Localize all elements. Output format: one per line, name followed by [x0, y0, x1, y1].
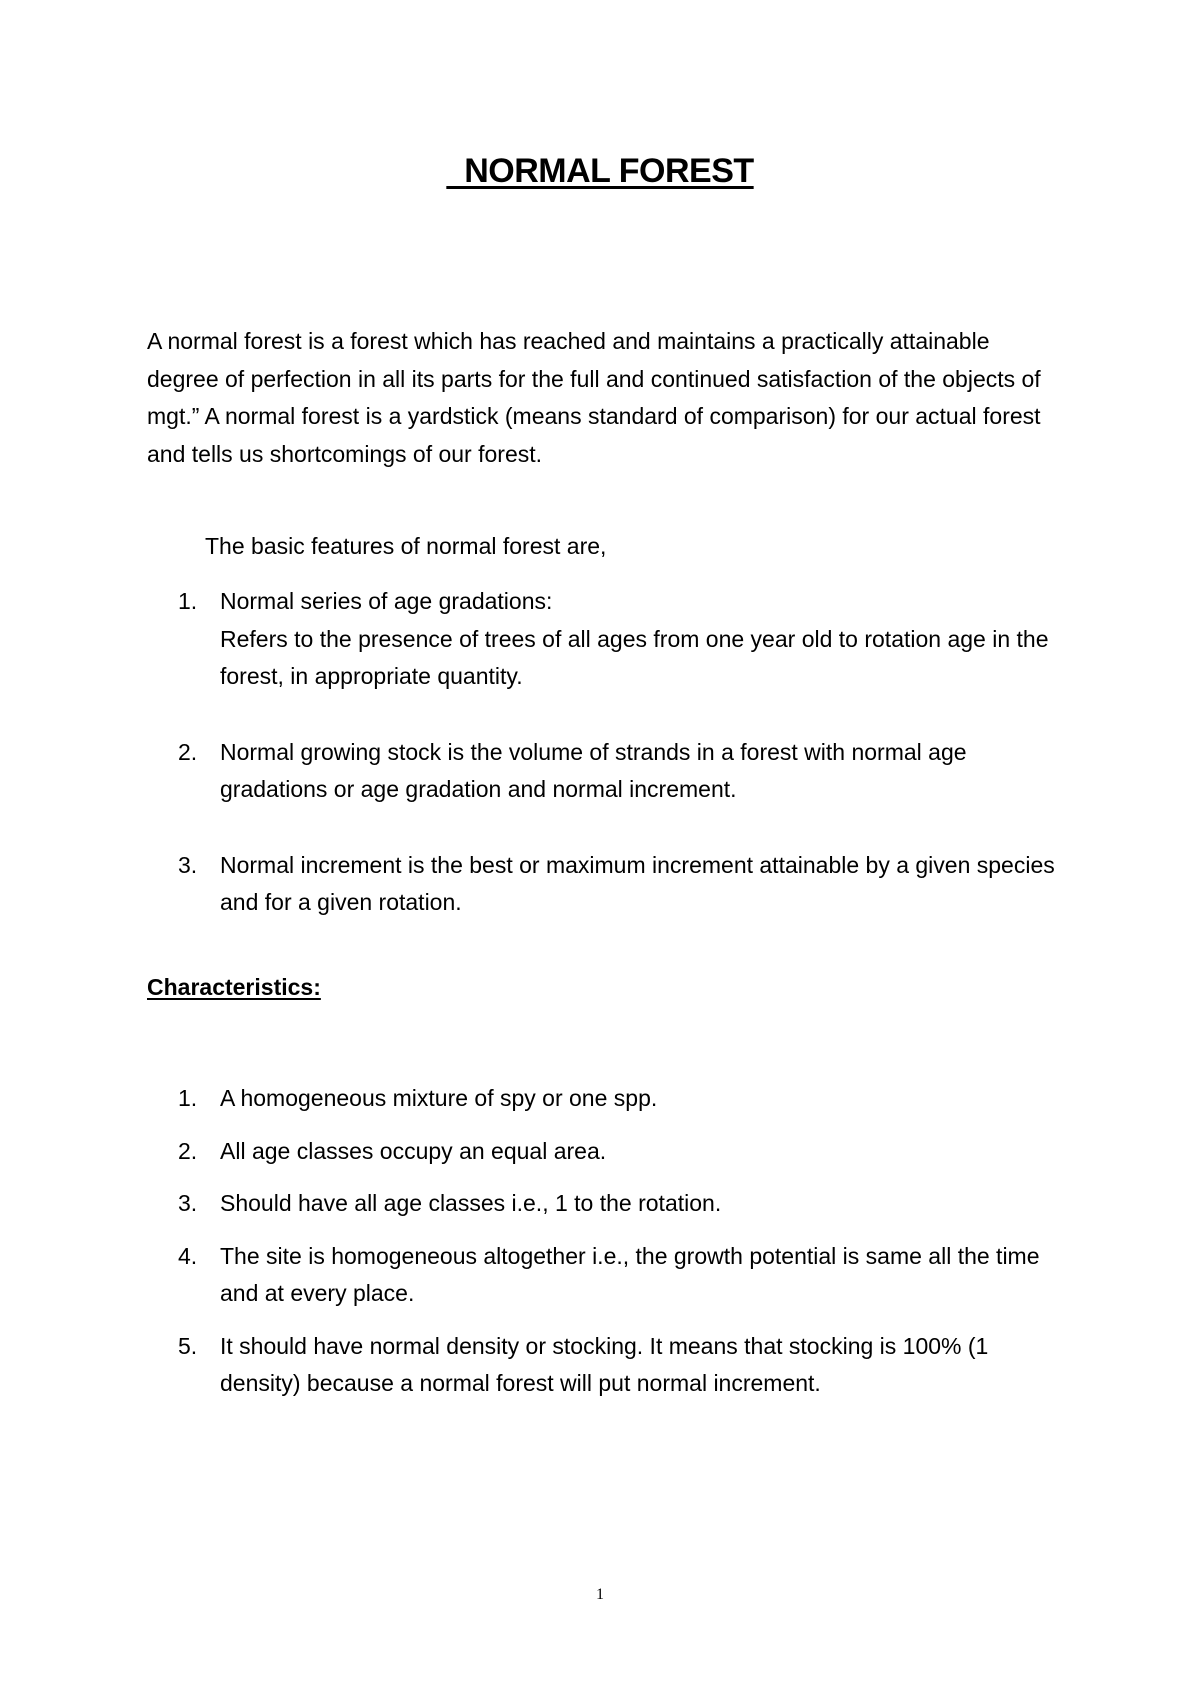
- list-number: 3.: [178, 851, 198, 878]
- characteristics-list: [147, 1080, 1067, 1418]
- list-item: [147, 847, 1067, 922]
- feature-text: Refers to the presence of trees of all ages from one year old to rotation age in the forest, in appropriate quantity.: [220, 625, 1049, 689]
- list-number: 1.: [178, 588, 198, 614]
- characteristic-text: All age classes occupy an equal area.: [220, 1137, 607, 1164]
- list-number: 4.: [178, 1242, 198, 1269]
- characteristic-text: A homogeneous mixture of spy or one spp.: [220, 1085, 658, 1111]
- page-number: 1: [596, 1586, 604, 1603]
- list-number: 1.: [178, 1085, 198, 1111]
- characteristic-text: Should have all age classes i.e., 1 to the rotation.: [220, 1190, 722, 1216]
- list-number: 3.: [178, 1190, 198, 1216]
- feature-text: Normal growing stock is the volume of strands in a forest with normal age gradations or age gradation and normal increment.: [220, 738, 967, 802]
- characteristics-heading: Characteristics:: [147, 974, 321, 1000]
- list-number: 2.: [178, 1137, 198, 1164]
- list-item: [147, 1133, 1067, 1171]
- list-item: [147, 1080, 1067, 1118]
- features-list: [147, 583, 1067, 960]
- characteristic-text: It should have normal density or stocking. It means that stocking is 100% (1 density) because a normal forest will put normal increment.: [220, 1332, 989, 1396]
- list-item: [147, 1185, 1067, 1223]
- list-item: [147, 1328, 1067, 1403]
- feature-text: Normal increment is the best or maximum increment attainable by a given species and for a given rotation.: [220, 851, 1055, 915]
- list-item: [147, 583, 1067, 696]
- feature-heading: Normal series of age gradations:: [220, 588, 553, 614]
- list-item: [147, 1238, 1067, 1313]
- characteristic-text: The site is homogeneous altogether i.e., the growth potential is same all the time and at every place.: [220, 1242, 1040, 1306]
- page-title: NORMAL FOREST: [446, 152, 754, 190]
- definition-paragraph: A normal forest is a forest which has reached and maintains a practically attainable degree of perfection in all its parts for the full and continued satisfaction of the objects of mgt.” A normal forest is a yardstick (means standard of comparison) for our actual forest and tells us shortcomings of our forest.: [147, 328, 1041, 467]
- features-intro: The basic features of normal forest are,: [205, 533, 607, 559]
- list-item: [147, 734, 1067, 809]
- list-number: 5.: [178, 1332, 198, 1359]
- list-number: 2.: [178, 738, 198, 765]
